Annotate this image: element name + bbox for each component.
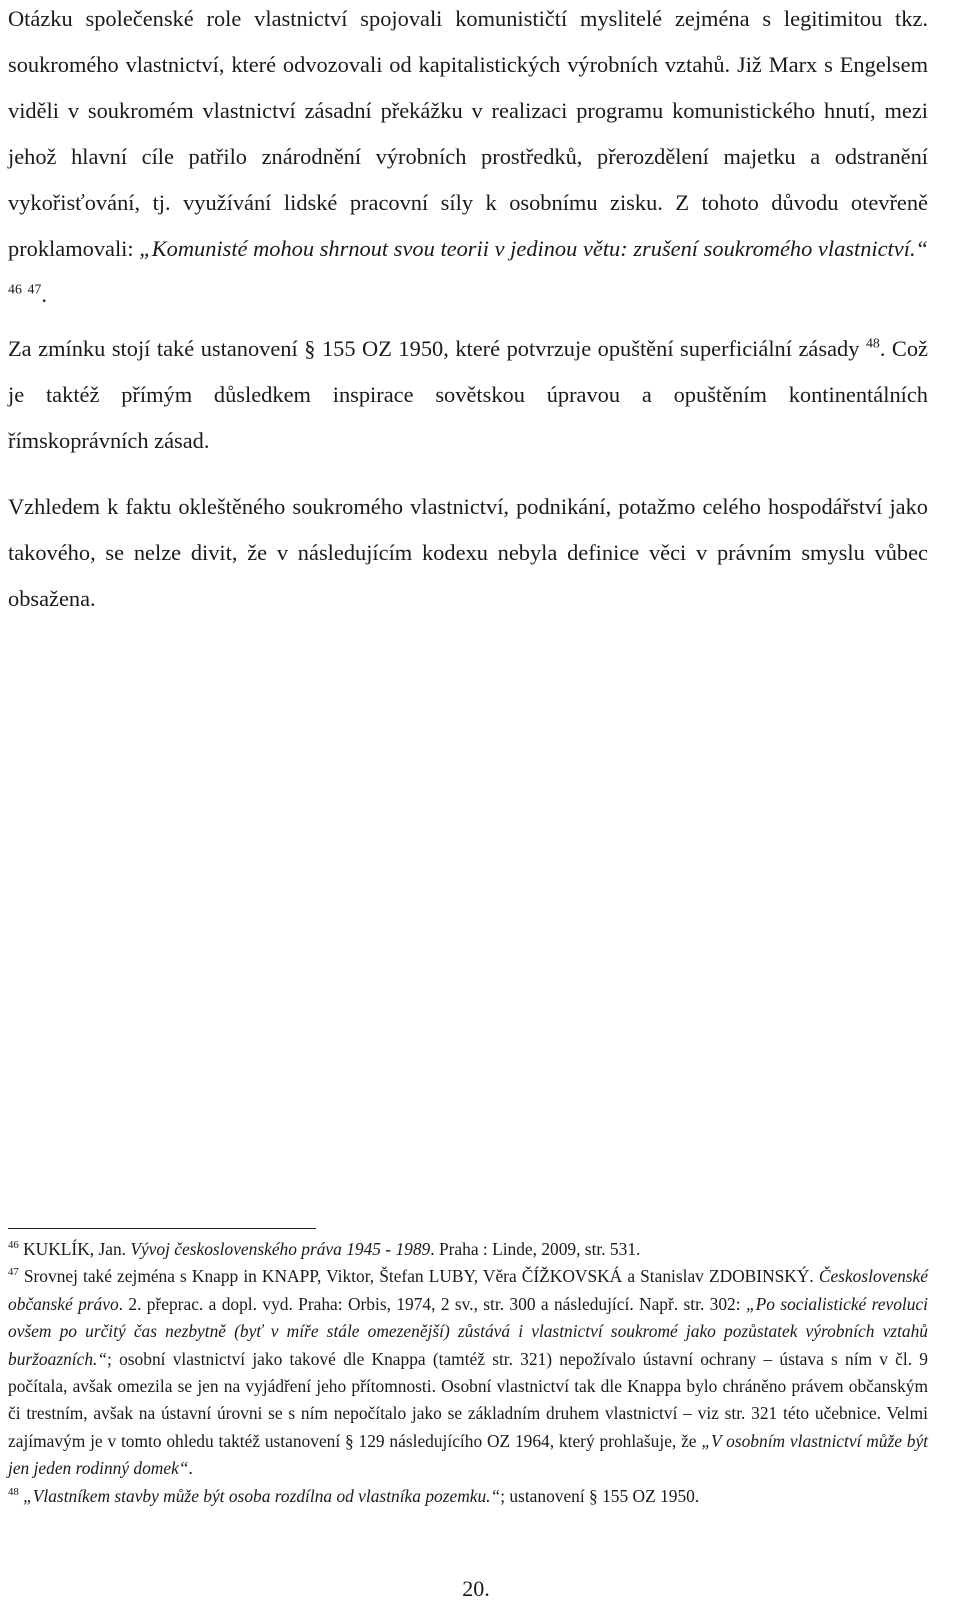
footnote-text: Srovnej také zejména s Knapp in KNAPP, Viktor, Štefan LUBY, Věra ČÍŽKOVSKÁ a Stanislav ZDOBINSKÝ. <box>18 1266 819 1287</box>
footnote-number: 46 <box>8 1239 19 1252</box>
footnote-quote: „Vlastníkem stavby může být osoba rozdílna od vlastníka pozemku.“ <box>18 1485 501 1506</box>
paragraph-definition-of-thing <box>8 484 928 622</box>
paragraph-text-end: . Což je taktéž přímým důsledkem inspirace sovětskou úpravou a opuštěním kontinentálních římskoprávních zásad. <box>8 336 928 453</box>
footnote-quote: „Po socialistické revoluci ovšem po určitý čas nezbytně (byť v míře stále omezenější) zůstává i vlastnictví soukromé jako pozůstatek výrobních vztahů buržoazních.“ <box>8 1293 928 1369</box>
page-number: 20. <box>462 1576 490 1601</box>
footnote-separator <box>8 1228 316 1229</box>
footnote-text: . 2. přeprac. a dopl. vyd. Praha: Orbis, 1974, 2 sv., str. 300 a následující. Např. str. 302: <box>118 1293 746 1314</box>
paragraph-superficial-principle <box>8 326 928 464</box>
footnote-text: . Praha : Linde, 2009, str. 531. <box>430 1239 641 1259</box>
footnote-number: 47 <box>8 1266 19 1279</box>
footnote-ref-46[interactable]: 46 <box>8 282 22 298</box>
footnote-48 <box>8 1483 928 1510</box>
footnote-ref-47[interactable]: 47 <box>27 282 42 298</box>
footnote-text: . <box>188 1458 193 1479</box>
marx-quote: „Komunisté mohou shrnout svou teorii v jedinou větu: zrušení soukromého vlastnictví.“ <box>139 236 928 261</box>
footnote-46 <box>8 1236 928 1263</box>
footnote-ref-48[interactable]: 48 <box>865 336 880 352</box>
paragraph-end: . <box>41 282 47 307</box>
footnote-text: ; osobní vlastnictví jako takové dle Knappa (tamtéž str. 321) nepožívalo ústavní ochrany – ústava s ním v čl. 9 počítala, avšak omezila se jen na vyjádření jeho přítomnosti. Osobní vlastnictví tak dle Knappa bylo chráněno právem občanským či trestním, avšak na ústavní úrovni se s ním nepočítalo jako se základním druhem vlastnictví – viz str. 321 této učebnice. Velmi zajímavým je v tomto ohledu taktéž ustanovení § 129 následujícího OZ 1964, který prohlašuje, že <box>8 1348 928 1451</box>
paragraph-text: Za zmínku stojí také ustanovení § 155 OZ 1950, které potvrzuje opuštění superficiální zásady <box>8 336 860 361</box>
footnote-text: KUKLÍK, Jan. <box>18 1239 131 1259</box>
footnote-book-title: Československé občanské právo <box>8 1266 928 1314</box>
footnotes <box>8 1236 928 1510</box>
paragraph-text: Vzhledem k faktu okleštěného soukromého vlastnictví, podnikání, potažmo celého hospodářství jako takového, se nelze divit, že v následujícím kodexu nebyla definice věci v právním smyslu vůbec obsažena. <box>8 494 928 611</box>
footnote-quote: „V osobním vlastnictví může být jen jeden rodinný domek“ <box>8 1430 928 1479</box>
footnote-book-title: Vývoj československého práva 1945 - 1989 <box>130 1239 431 1259</box>
footnote-47 <box>8 1263 928 1482</box>
paragraph-communist-ownership <box>8 0 928 318</box>
footnote-number: 48 <box>8 1485 19 1498</box>
paragraph-text: Otázku společenské role vlastnictví spojovali komunističtí myslitelé zejména s legitimitou tkz. soukromého vlastnictví, které odvozovali od kapitalistických výrobních vztahů. Již Marx s Engelsem viděli v soukromém vlastnictví zásadní překážku v realizaci programu komunistického hnutí, mezi jehož hlavní cíle patřilo znárodnění výrobních prostředků, přerozdělení majetku a odstranění vykořisťování, tj. využívání lidské pracovní síly k osobnímu zisku. Z tohoto důvodu otevřeně proklamovali: <box>8 6 928 261</box>
footnote-text: ; ustanovení § 155 OZ 1950. <box>500 1485 700 1506</box>
